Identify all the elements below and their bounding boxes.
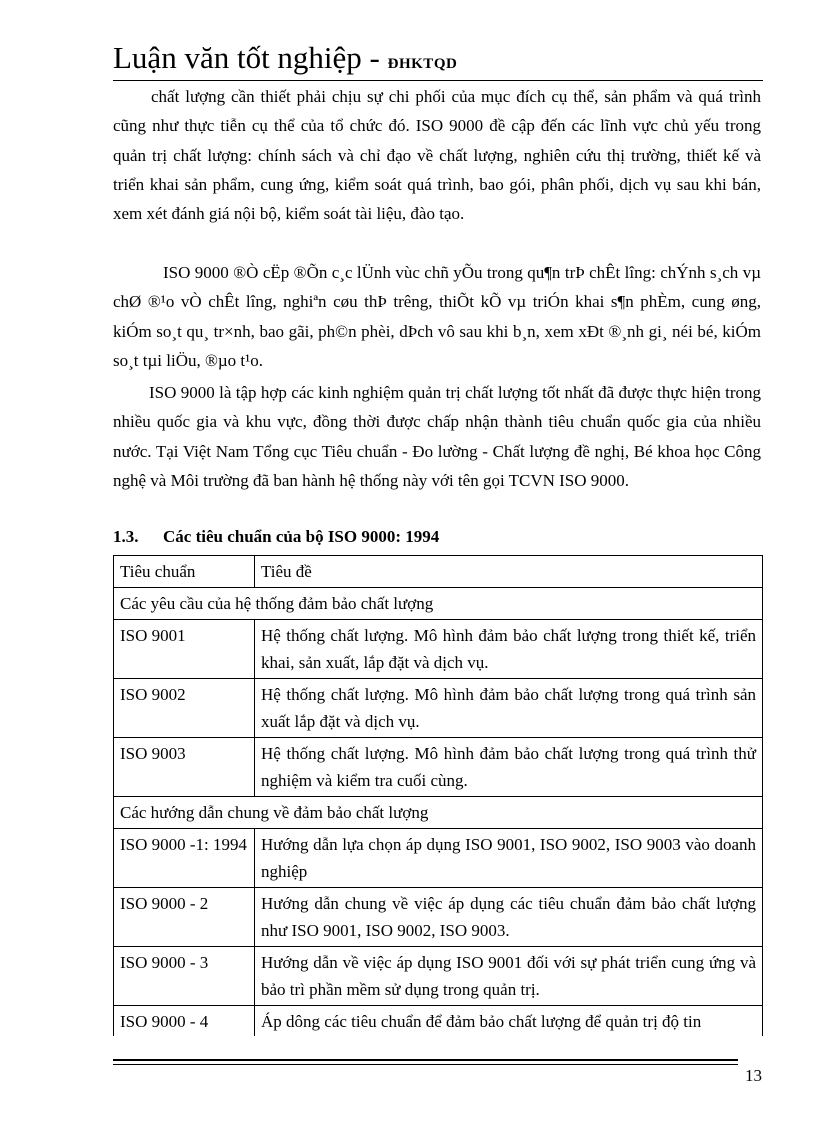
table-group-cell: Các hướng dẫn chung về đảm bảo chất lượng [114, 797, 763, 829]
standard-title: Áp dông các tiêu chuẩn để đảm bảo chất lượng để quản trị độ tin [255, 1006, 763, 1037]
footer-rule [113, 1064, 738, 1065]
table-row [114, 888, 763, 947]
footer-rule [113, 1059, 738, 1061]
page-number: 13 [745, 1066, 762, 1085]
standard-code: ISO 9000 - 4 [114, 1006, 255, 1037]
standard-title: Hướng dẫn lựa chọn áp dụng ISO 9001, ISO 9002, ISO 9003 vào doanh nghiệp [255, 829, 763, 888]
table-header-cell: Tiêu chuẩn [114, 556, 255, 588]
standard-title: Hệ thống chất lượng. Mô hình đảm bảo chất lượng trong quá trình thử nghiệm và kiểm tra cuối cùng. [255, 738, 763, 797]
table-row [114, 1006, 763, 1037]
header-rule [113, 80, 763, 81]
standard-title: Hệ thống chất lượng. Mô hình đảm bảo chất lượng trong thiết kế, triển khai, sản xuất, lắp đặt và dịch vụ. [255, 620, 763, 679]
table-group-row [114, 588, 763, 620]
section-title: Các tiêu chuẩn của bộ ISO 9000: 1994 [163, 527, 440, 546]
paragraph: chất lượng cần thiết phải chịu sự chi phối của mục đích cụ thể, sản phẩm và quá trình cũng như thực tiễn cụ thể của tổ chức đó. ISO 9000 đề cập đến các lĩnh vực chủ yếu trong quản trị chất lượng: chính sách và chỉ đạo về chất lượng, nghiên cứu thị trường, thiết kế và triển khai sản phẩm, cung ứng, kiểm soát quá trình, bao gói, phân phối, dịch vụ sau khi bán, xem xét đánh giá nội bộ, kiểm soát tài liệu, đào tạo. [113, 87, 761, 224]
header-title-text: Luận văn tốt nghiệp - [113, 40, 388, 75]
standard-code: ISO 9001 [114, 620, 255, 679]
table-row [114, 679, 763, 738]
table-header-row [114, 556, 763, 588]
table-group-row [114, 797, 763, 829]
page-header [113, 38, 763, 82]
table-header-cell: Tiêu đề [255, 556, 763, 588]
standard-code: ISO 9000 - 3 [114, 947, 255, 1006]
header-subtitle: ĐHKTQD [387, 56, 458, 72]
header-title [113, 38, 763, 84]
standard-code: ISO 9002 [114, 679, 255, 738]
section-number: 1.3. [113, 527, 139, 546]
standard-title: Hướng dẫn về việc áp dụng ISO 9001 đối với sự phát triển cung ứng và bảo trì phần mềm sử dụng trong quản trị. [255, 947, 763, 1006]
table-row [114, 738, 763, 797]
paragraph-legacy-encoding: ISO 9000 ®Ò cËp ®Õn c¸c lÜnh vùc chñ yÕu trong qu¶n trÞ chÊt lîng: chÝnh s¸ch vµ chØ ®¹o vÒ chÊt lîng, nghiªn cøu thÞ trêng, thiÕt kÕ vµ triÓn khai s¶n phÈm, cung øng, kiÓm so¸t qu¸ tr×nh, bao gãi, ph©n phèi, dÞch vô sau khi b¸n, xem xÐt ®¸nh gi¸ néi bé, kiÓm so¸t tµi liÖu, ®µo t¹o. [113, 263, 761, 370]
standard-code: ISO 9000 - 2 [114, 888, 255, 947]
standard-title: Hệ thống chất lượng. Mô hình đảm bảo chất lượng trong quá trình sản xuất lắp đặt và dịch vụ. [255, 679, 763, 738]
section-heading [113, 527, 439, 547]
standard-code: ISO 9003 [114, 738, 255, 797]
standard-title: Hướng dẫn chung về việc áp dụng các tiêu chuẩn đảm bảo chất lượng như ISO 9001, ISO 9002, ISO 9003. [255, 888, 763, 947]
table-row [114, 620, 763, 679]
standard-code: ISO 9000 -1: 1994 [114, 829, 255, 888]
table-row [114, 829, 763, 888]
standards-table [113, 555, 763, 1036]
table-row [114, 947, 763, 1006]
table-group-cell: Các yêu cầu của hệ thống đảm bảo chất lượng [114, 588, 763, 620]
paragraph: ISO 9000 là tập hợp các kinh nghiệm quản trị chất lượng tốt nhất đã được thực hiện trong nhiều quốc gia và khu vực, đồng thời được chấp nhận thành tiêu chuẩn quốc gia của nhiều nước. Tại Việt Nam Tổng cục Tiêu chuẩn - Đo lường - Chất lượng đề nghị, Bé khoa học Công nghệ và Môi trường đã ban hành hệ thống này với tên gọi TCVN ISO 9000. [113, 383, 761, 490]
